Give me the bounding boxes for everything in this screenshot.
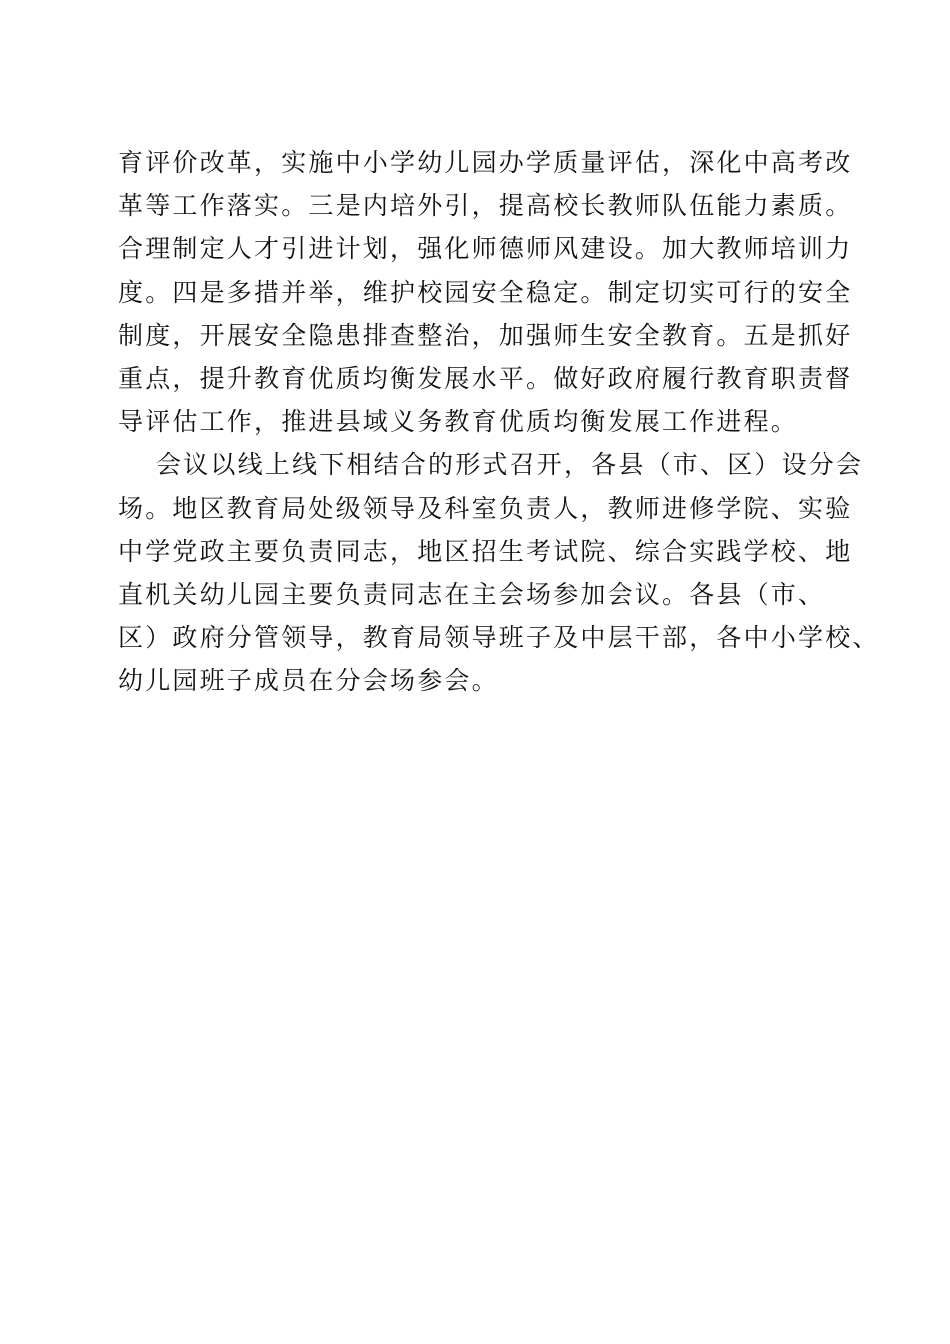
paragraph-line: 重点，提升教育优质均衡发展水平。做好政府履行教育职责督 (118, 363, 853, 393)
paragraph-line: 直机关幼儿园主要负责同志在主会场参加会议。各县（市、 (118, 579, 826, 609)
paragraph-line: 合理制定人才引进计划，强化师德师风建设。加大教师培训力 (118, 234, 853, 264)
paragraph-line: 中学党政主要负责同志，地区招生考试院、综合实践学校、地 (118, 536, 853, 566)
paragraph-2 (118, 443, 880, 745)
paragraph-line: 制度，开展安全隐患排查整治，加强师生安全教育。五是抓好 (118, 320, 853, 350)
paragraph-line: 幼儿园班子成员在分会场参会。 (118, 666, 499, 696)
paragraph-line (118, 702, 838, 745)
paragraph-line: 导评估工作，推进县域义务教育优质均衡发展工作进程。 (118, 407, 799, 437)
paragraph-line: 育评价改革，实施中小学幼儿园办学质量评估，深化中高考改 (118, 148, 853, 177)
paragraph-line: 革等工作落实。三是内培外引，提高校长教师队伍能力素质。 (118, 191, 853, 221)
paragraph-line: 场。地区教育局处级领导及科室负责人，教师进修学院、实验 (118, 493, 853, 523)
paragraph-line: 区）政府分管领导，教育局领导班子及中层干部，各中小学校、 (118, 623, 880, 653)
document-body (118, 141, 880, 746)
paragraph-line: 会议以线上线下相结合的形式召开，各县（市、区）设分会 (156, 450, 864, 480)
paragraph-1 (118, 141, 853, 443)
paragraph-line: 度。四是多措并举，维护校园安全稳定。制定切实可行的安全 (118, 277, 853, 307)
